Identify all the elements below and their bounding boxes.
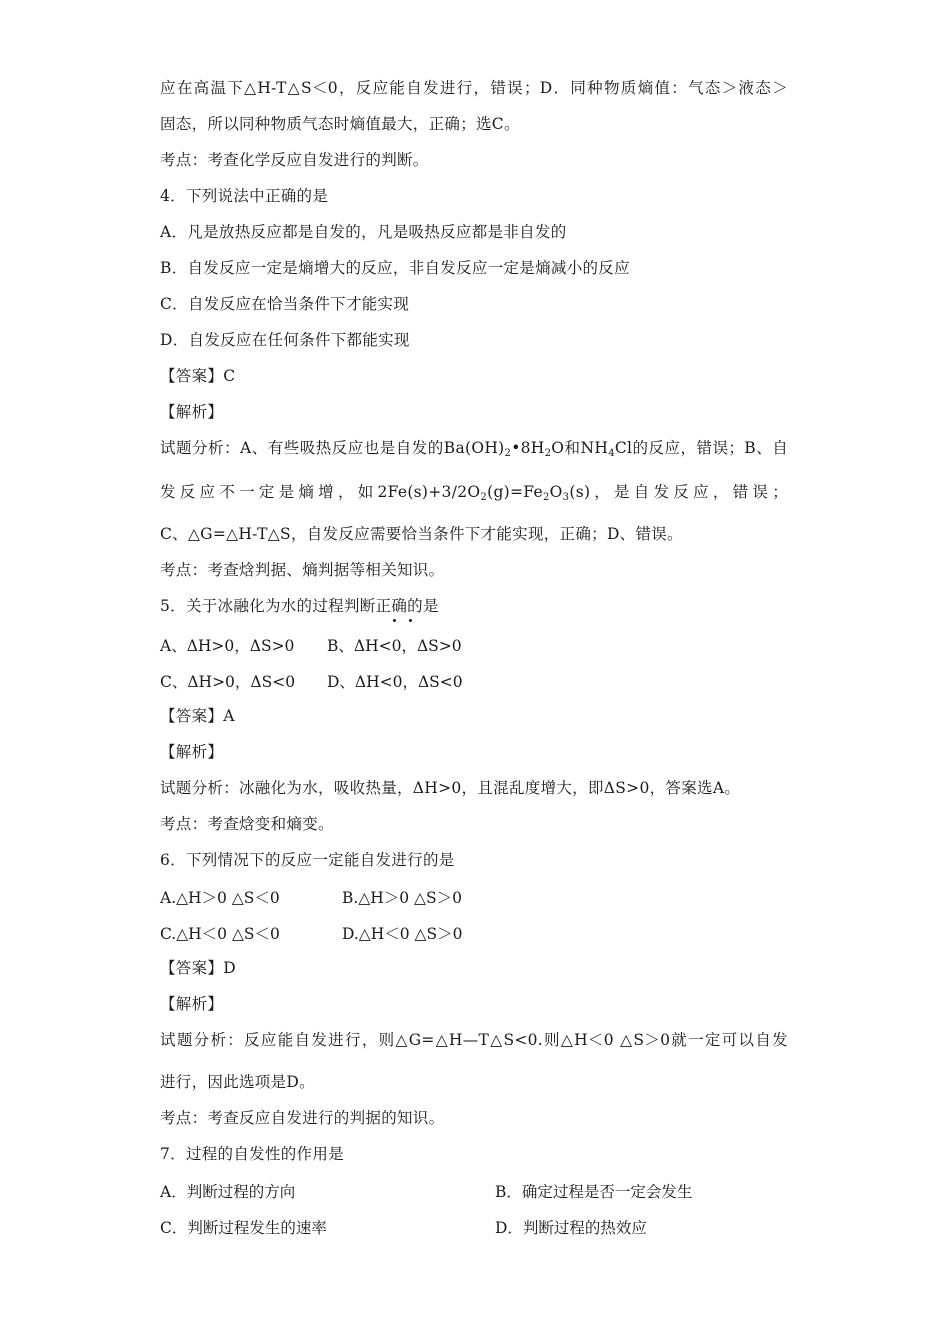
subscript: 3 [562,492,570,503]
question-6-option-c: C.△H＜0 △S＜0 [160,925,280,943]
exam-point-line: 考点：考查化学反应自发进行的判断。 [160,151,429,169]
question-5-stem: 5．关于冰融化为水的过程判断正确的是 [160,597,439,615]
question-4-stem: 4．下列说法中正确的是 [160,187,329,205]
subscript: 2 [544,448,552,459]
paragraph-line: 固态，所以同种物质气态时熵值最大，正确；选C。 [160,115,520,133]
subscript: 4 [608,448,615,459]
question-4-option-a: A．凡是放热反应都是自发的，凡是吸热反应都是非自发的 [160,223,567,241]
text-run: O [549,483,563,501]
question-4-analysis-line [160,438,788,458]
question-5-option-b: B、ΔH<0，ΔS>0 [327,637,462,655]
emphasis-dot [393,619,396,622]
question-6-option-b: B.△H＞0 △S＞0 [342,889,462,907]
question-5-analysis-line: 试题分析：冰融化为水，吸收热量，ΔH>0，且混乱度增大，即ΔS>0，答案选A。 [160,779,741,797]
paragraph-line: 应在高温下△H-T△S＜0，反应能自发进行，错误；D．同种物质熵值：气态＞液态＞ [160,79,788,97]
question-4-option-d: D．自发反应在任何条件下都能实现 [160,331,410,349]
text-run: 试题分析：A、有些吸热反应也是自发的Ba(OH) [160,439,505,457]
question-7-option-c: C．判断过程发生的速率 [160,1219,327,1237]
question-6-analysis-line: 进行，因此选项是D。 [160,1073,315,1091]
question-4-exam-point: 考点：考查焓判据、熵判据等相关知识。 [160,561,445,579]
question-6-option-d: D.△H＜0 △S＞0 [342,925,463,943]
question-7-option-b: B．确定过程是否一定会发生 [495,1183,693,1201]
question-6-analysis-label: 【解析】 [160,995,224,1013]
subscript: 2 [542,492,550,503]
text-run: O和NH [551,439,609,457]
question-5-option-d: D、ΔH<0，ΔS<0 [327,673,463,691]
question-4-option-b: B．自发反应一定是熵增大的反应，非自发反应一定是熵减小的反应 [160,259,630,277]
question-5-option-a: A、ΔH>0，ΔS>0 [160,637,295,655]
question-5-exam-point: 考点：考查焓变和熵变。 [160,815,334,833]
question-6-answer: 【答案】D [160,959,236,977]
question-4-analysis-line: C、△G=△H-T△S，自发反应需要恰当条件下才能实现，正确；D、错误。 [160,525,683,543]
emphasis-dot [409,619,412,622]
text-run: •8H [511,439,545,457]
text-run: 发反应不一定是熵增，如2Fe(s)+3/2O [160,483,481,501]
question-4-option-c: C．自发反应在恰当条件下才能实现 [160,295,410,313]
question-4-analysis-label: 【解析】 [160,403,224,421]
question-6-option-a: A.△H＞0 △S＜0 [160,889,280,907]
question-7-option-d: D．判断过程的热效应 [495,1219,647,1237]
question-6-stem: 6．下列情况下的反应一定能自发进行的是 [160,851,455,869]
question-6-exam-point: 考点：考查反应自发进行的判据的知识。 [160,1109,445,1127]
question-7-stem: 7．过程的自发性的作用是 [160,1145,344,1163]
question-4-analysis-line [160,482,788,502]
text-run: Cl的反应，错误；B、自 [614,439,788,457]
text-run: (g)=Fe [487,483,543,501]
subscript: 2 [504,448,512,459]
text-run: (s)，是自发反应，错误； [569,483,789,501]
question-5-option-c: C、ΔH>0，ΔS<0 [160,673,296,691]
question-7-option-a: A．判断过程的方向 [160,1183,296,1201]
question-5-analysis-label: 【解析】 [160,743,224,761]
subscript: 2 [480,492,488,503]
question-6-analysis-line: 试题分析：反应能自发进行，则△G=△H—T△S<0.则△H＜0 △S＞0就一定可以自发 [160,1031,788,1049]
question-5-answer: 【答案】A [160,707,235,725]
question-4-answer: 【答案】C [160,367,236,385]
